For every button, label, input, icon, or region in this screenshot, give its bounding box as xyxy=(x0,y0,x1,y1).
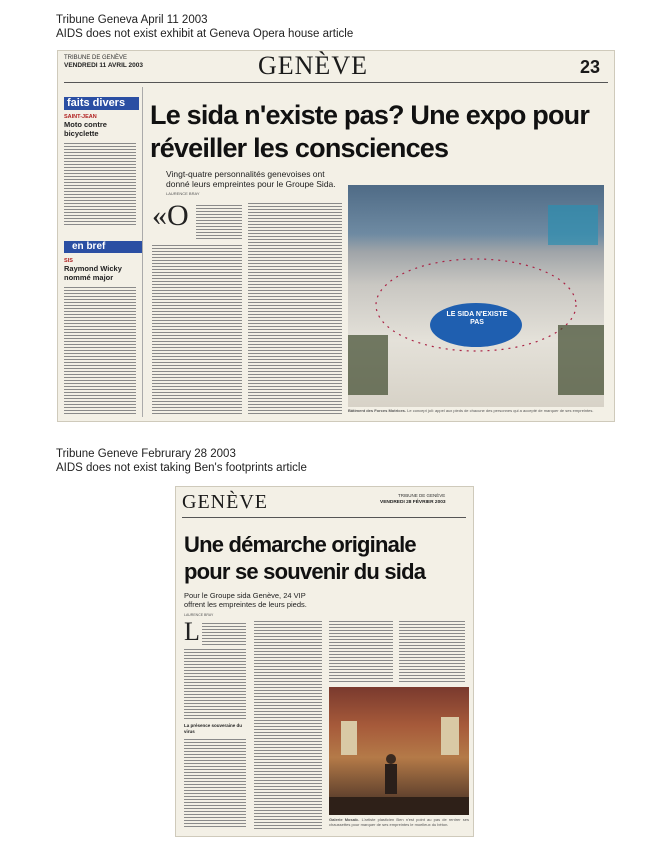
caption-1-line-1: Tribune Geneva April 11 2003 xyxy=(56,14,208,26)
newspaper-clipping-1 xyxy=(57,50,615,422)
photo-caption-2 xyxy=(329,817,469,827)
caption-2-line-2: AIDS does not exist taking Ben's footprints article xyxy=(56,462,307,474)
col-1-text-c xyxy=(184,737,246,829)
moto-title: Moto contre bicyclette xyxy=(64,120,107,138)
photo-caption xyxy=(348,408,604,413)
photo-caption-bold: Bâtiment des Forces Motrices. xyxy=(348,408,407,413)
caption-2-line-1: Tribune Geneve Februrary 28 2003 xyxy=(56,448,236,460)
byline: LAURENCE BRAY xyxy=(166,191,200,196)
paper-date-2: VENDREDI 28 FÉVRIER 2003 xyxy=(380,500,446,505)
lead-text-a xyxy=(196,203,242,241)
subhead: Vingt-quatre personnalités genevoises ont donné leurs empreintes pour le Groupe Sida. xyxy=(166,169,336,189)
col-4-text xyxy=(399,619,465,683)
ben-photo-art xyxy=(329,687,469,815)
photo-caption-2-text: L'artiste plasticien Ben n'est point au pas de rentrer ses chaussettes pour marquer de ses empreintes le moelleux du béton. xyxy=(329,817,469,828)
photo-sign: LE SIDA N'EXISTE PAS xyxy=(446,311,508,326)
section-title-2: GENÈVE xyxy=(182,491,268,513)
wicky-body-text xyxy=(64,285,136,415)
subsection-title: La présence souveraine du virus xyxy=(184,723,243,734)
headline: Le sida n'existe pas? Une expo pour réveiller les consciences xyxy=(150,100,590,163)
paper-date: VENDREDI 11 AVRIL 2003 xyxy=(64,62,143,69)
sis-label: SIS xyxy=(64,258,73,264)
paper-name-2: TRIBUNE DE GENÈVE xyxy=(398,493,446,498)
photo-caption-2-bold: Galerie Mosaïc. xyxy=(329,817,360,822)
paper-name: TRIBUNE DE GENÈVE xyxy=(64,55,128,61)
column-1-text xyxy=(152,243,242,415)
lead-text-b xyxy=(202,621,246,645)
drop-cap-2: L xyxy=(184,617,200,646)
page-number: 23 xyxy=(580,57,601,77)
caption-1-line-2: AIDS does not exist exhibit at Geneva Opera house article xyxy=(56,28,354,40)
wicky-title: Raymond Wicky nommé major xyxy=(64,264,122,282)
byline-2: LAURENCE BRAY xyxy=(184,613,214,617)
exhibit-photo xyxy=(348,185,604,407)
col-2-text xyxy=(254,619,322,829)
section-title: GENÈVE xyxy=(258,51,368,80)
exhibit-photo-art xyxy=(348,185,604,407)
column-2-text xyxy=(248,201,342,415)
ben-photo xyxy=(329,687,469,815)
newspaper-clipping-2 xyxy=(175,486,474,837)
faits-divers-banner: faits divers xyxy=(64,97,139,110)
col-1-text-b xyxy=(184,647,246,721)
photo-caption-text: Le concept joli: appel aux pieds de chacune des personnes qui a accepté de marquer de ses empreintes. xyxy=(407,408,594,413)
drop-cap: «O xyxy=(152,199,189,232)
subhead-2: Pour le Groupe sida Genève, 24 VIP offrent les empreintes de leurs pieds. xyxy=(184,591,307,609)
saint-jean-label: SAINT-JEAN xyxy=(64,114,97,120)
moto-body-text xyxy=(64,141,136,227)
en-bref-banner: en bref xyxy=(64,241,142,253)
col-3-text xyxy=(329,619,393,683)
headline-2: Une démarche originale pour se souvenir du sida xyxy=(184,532,426,584)
